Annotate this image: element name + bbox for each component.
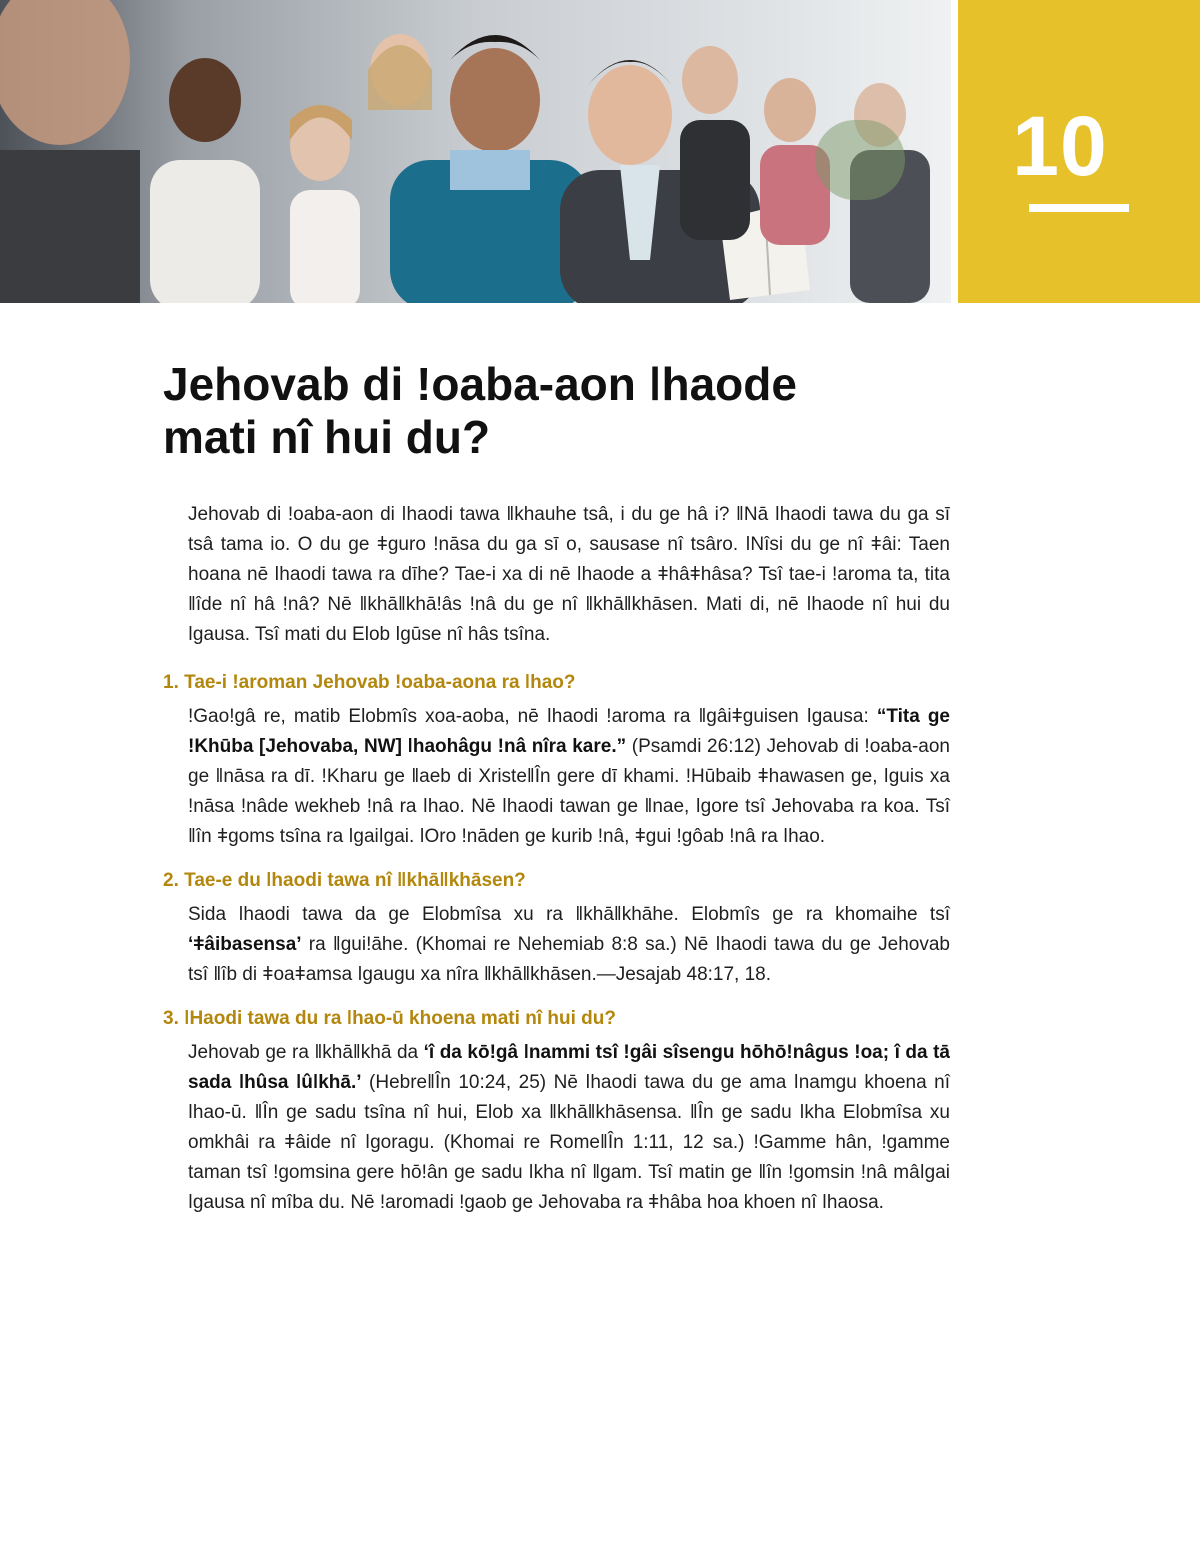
lesson-content [163, 500, 950, 1218]
section-2-heading: 2. Tae-e du ǀhaodi tawa nî ǁkhāǁkhāsen? [163, 870, 526, 891]
hero-photo-illustration [0, 0, 951, 303]
section-1-text-a: ǃGaoǃgâ re, matib Elobmîs xoa-aoba, nē ǀhaodi ǃaroma ra ǁgâiǂguisen ǀgausa: [188, 706, 877, 727]
section-3-paragraph [188, 1038, 950, 1218]
section-2-scripture-quote: ‘ǂâibasensa’ [188, 934, 302, 955]
section-2-text-b: ra ǁguiǃāhe. (Khomai re Nehemiab 8:8 sa.) Nē ǀhaodi tawa du ge Jehovab tsî ǁîb di ǂoaǂamsa ǀgaugu xa nîra ǁkhāǁkhāsen.—Jesajab 48:17, 18. [188, 934, 950, 985]
page-title [163, 358, 943, 464]
title-line-2: mati nî hui du? [163, 411, 491, 463]
section-3-text-b: (HebreǁÎn 10:24, 25) Nē ǀhaodi tawa du ge ama ǀnamgu khoena nî ǀhao-ū. ǁÎn ge sadu tsîna nî hui, Elob xa ǁkhāǁkhāsensa. ǁÎn ge sadu ǀkha Elobmîsa xu omkhâi ra ǂâide nî ǀgoragu. (Khomai re RomeǁÎn 1:11, 12 sa.) ǃGamme hân, ǃgamme taman tsî ǃgomsina gere hōǃân ge sadu ǀkha nî ǁgam. Tsî matin ge ǁîn ǃgomsin ǃnâ mâǀgai ǀgausa nî mîba du. Nē ǃaromadi ǃgaob ge Jehovaba ra ǂhâba hoa khoen nî ǀhaosa. [188, 1072, 951, 1213]
section-3-text-a: Jehovab ge ra ǁkhāǁkhā da [188, 1042, 424, 1063]
lesson-number-underline [1029, 204, 1129, 212]
section-1-heading: 1. Tae-i ǃaroman Jehovab ǃoaba-aona ra ǀhao? [163, 672, 576, 693]
section-3-heading: 3. ǀHaodi tawa du ra ǀhao-ū khoena mati nî hui du? [163, 1008, 616, 1029]
section-3-scripture-quote: ‘î da kōǃgâ ǀnammi tsî ǃgâi sîsengu hōhōǃnâgus ǃoa; î da tā sada ǀhûsa ǀûǀkhā.’ [188, 1042, 950, 1093]
section-1-scripture-quote: “Tita ge ǃKhūba [Jehovaba, NW] ǀhaohâgu ǃnâ nîra kare.” [188, 706, 950, 757]
hero-photo [0, 0, 951, 303]
section-1-paragraph [188, 702, 950, 852]
section-1-text-b: (Psamdi 26:12) Jehovab di ǃoaba-aon ge ǁnāsa ra dī. ǃKharu ge ǁaeb di XristeǁÎn gere dī khami. ǃHūbaib ǂhawasen ge, ǀguis xa ǃnāsa ǃnâde wekheb ǃnâ ra ǀhao. Nē ǀhaodi tawan ge ǁnae, ǀgore tsî Jehovaba ra koa. Tsî ǁîn ǂgoms tsîna ra ǀgaiǀgai. ǀOro ǃnāden ge kurib ǃnâ, ǂgui ǃgôab ǃnâ ra ǀhao. [188, 736, 950, 847]
lesson-number: 10 [1012, 99, 1108, 193]
intro-paragraph: Jehovab di ǃoaba-aon di ǀhaodi tawa ǁkhauhe tsâ, i du ge hâ i? ǁNā ǀhaodi tawa du ga sī tsâ tama io. O du ge ǂguro ǃnāsa du ga sī o, sausase nî tsâro. ǀNîsi du ge nî ǂâi: Taen hoana nē ǀhaodi tawa ra dīhe? Tae-i xa di nē ǀhaode a ǂhâǂhâsa? Tsî tae-i ǃaroma ta, tita ǁîde nî hâ ǃnâ? Nē ǁkhāǁkhāǃâs ǃnâ du ge nî ǁkhāǁkhāsen. Mati di, nē ǀhaode nî hui du ǀgausa. Tsî mati du Elob ǀgūse nî hâs tsîna. [188, 504, 950, 645]
lesson-number-badge [958, 0, 1200, 303]
title-line-1: Jehovab di ǃoaba-aon ǀhaode [163, 358, 797, 410]
section-2-text-a: Sida ǀhaodi tawa da ge Elobmîsa xu ra ǁkhāǁkhāhe. Elobmîs ge ra khomaihe tsî [188, 904, 950, 925]
section-2-paragraph [188, 900, 950, 990]
